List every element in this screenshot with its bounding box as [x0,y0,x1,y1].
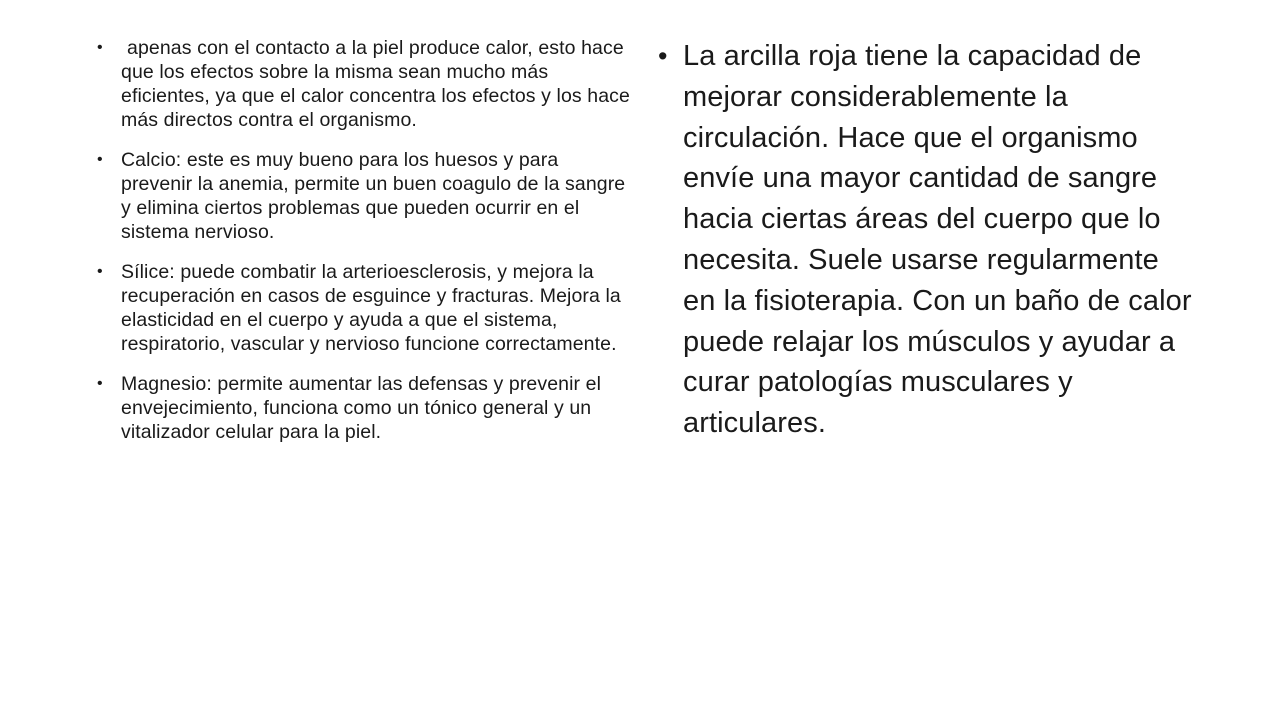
bullet-icon: • [97,263,103,280]
list-item-calcio [97,148,635,244]
bullet-text: apenas con el contacto a la piel produce calor, esto hace que los efectos sobre la misma sean mucho más eficientes, ya que el calor concentra los efectos y los hace más directos contra el organismo. [121,37,630,131]
bullet-text: La arcilla roja tiene la capacidad de mejorar considerablemente la circulación. Hace que el organismo envíe una mayor cantidad de sangre hacia ciertas áreas del cuerpo que lo necesita. Suele usarse regularmente en la fisioterapia. Con un baño de calor puede relajar los músculos y ayudar a curar patologías musculares y articulares. [683,40,1192,440]
list-item-arcilla-roja [658,36,1198,444]
left-bullet-list [97,36,635,444]
bullet-text: Sílice: puede combatir la arterioesclerosis, y mejora la recuperación en casos de esguince y fracturas. Mejora la elasticidad en el cuerpo y ayuda a que el sistema, respiratorio, vascular y nervioso funcione correctamente. [121,261,621,355]
bullet-text: Magnesio: permite aumentar las defensas y prevenir el envejecimiento, funciona como un tónico general y un vitalizador celular para la piel. [121,373,602,443]
right-bullet-list [658,36,1198,444]
list-item-magnesio [97,372,635,444]
bullet-text: Calcio: este es muy bueno para los huesos y para prevenir la anemia, permite un buen coagulo de la sangre y elimina ciertos problemas que pueden ocurrir en el sistema nervioso. [121,149,626,243]
bullet-icon: • [97,39,103,56]
bullet-icon: • [97,375,103,392]
left-text-column [97,36,635,460]
list-item-heat-effect [97,36,635,132]
right-text-column [658,36,1198,444]
list-item-silice [97,260,635,356]
bullet-icon: • [97,151,103,168]
bullet-icon: • [658,41,668,71]
